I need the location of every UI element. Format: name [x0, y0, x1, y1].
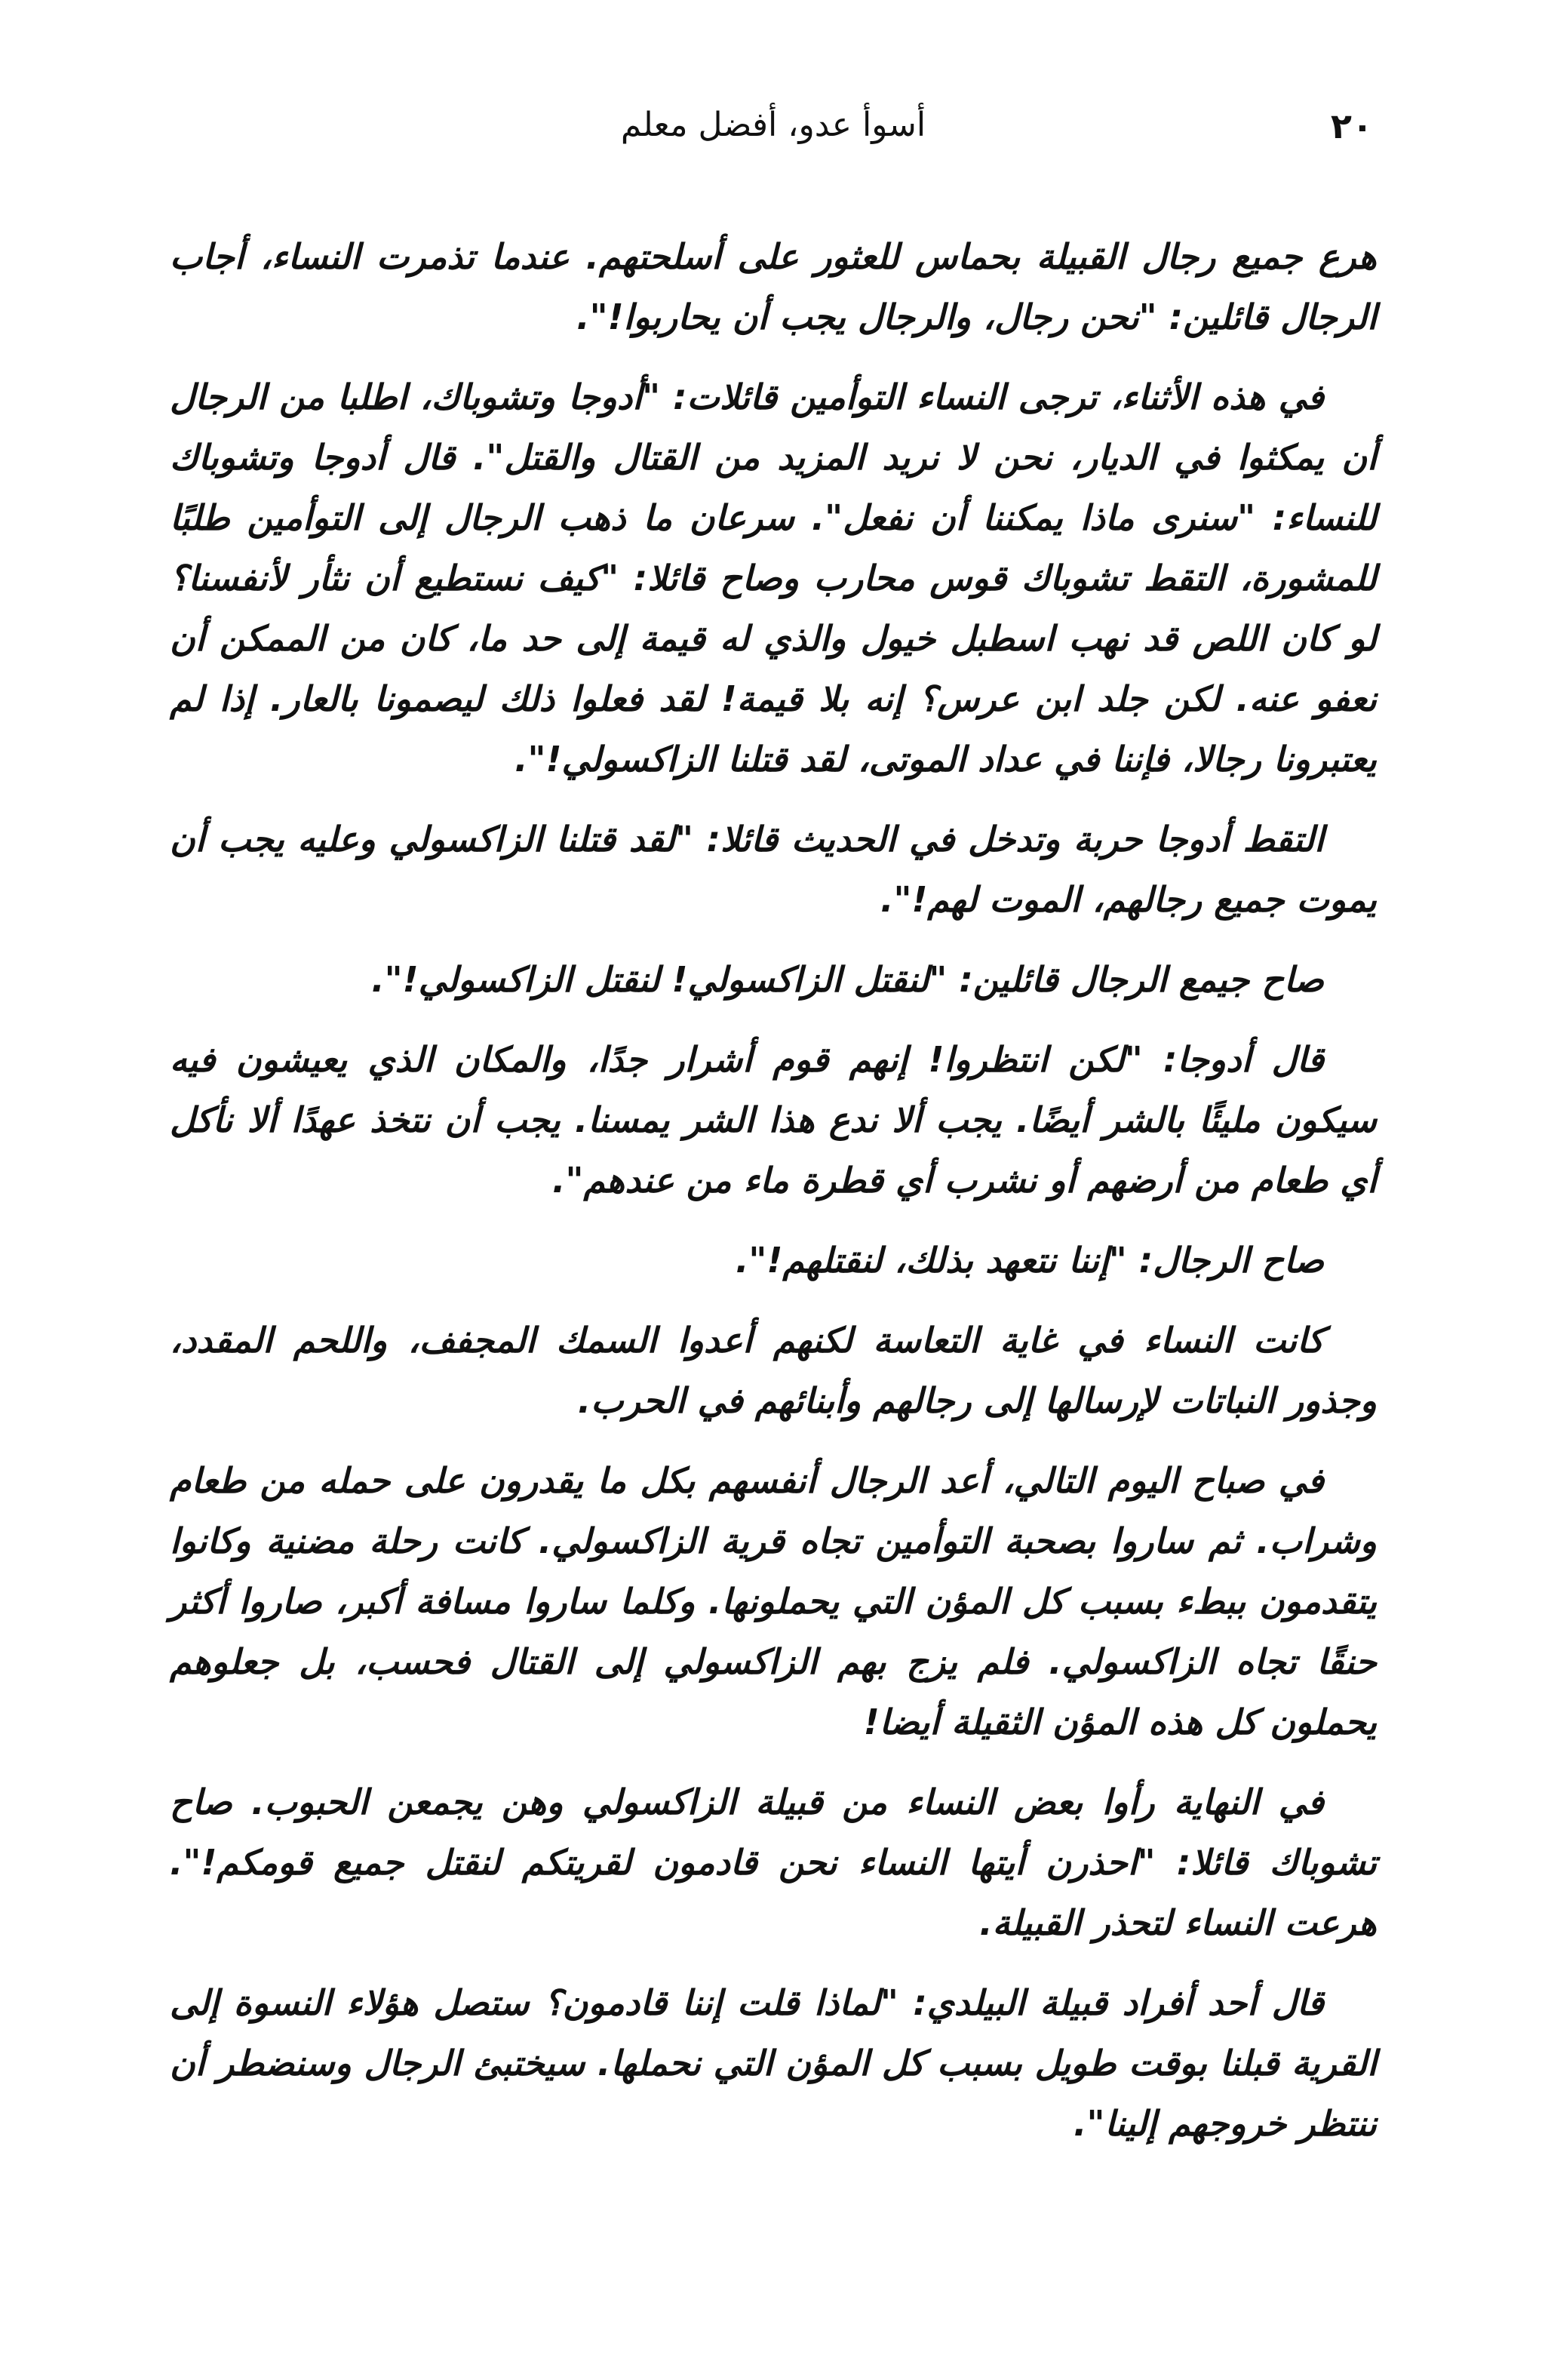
- paragraph: التقط أدوجا حربة وتدخل في الحديث قائلا: "لقد قتلنا الزاكسولي وعليه يجب أن يموت جميع رجالهم، الموت لهم!".: [170, 819, 1377, 920]
- paragraph: قال أدوجا: "لكن انتظروا! إنهم قوم أشرار جدًا، والمكان الذي يعيشون فيه سيكون مليئًا بالشر أيضًا. يجب ألا ندع هذا الشر يمسنا. يجب أن نتخذ عهدًا ألا نأكل أي طعام من أرضهم أو نشرب أي قطرة ماء من عندهم".: [170, 1039, 1377, 1201]
- paragraph: قال أحد أفراد قبيلة البيلدي: "لماذا قلت إننا قادمون؟ ستصل هؤلاء النسوة إلى القرية قبلنا بوقت طويل بسبب كل المؤن التي نحملها. سيختبئ الرجال وسنضطر أن ننتظر خروجهم إلينا".: [170, 1982, 1377, 2144]
- body-text: [170, 226, 1377, 2173]
- paragraph: صاح جيمع الرجال قائلين: "لنقتل الزاكسولي! لنقتل الزاكسولي!".: [371, 959, 1324, 1000]
- page-number: ٢٠: [1330, 106, 1373, 146]
- running-title: أسوأ عدو، أفضل معلم: [620, 106, 926, 144]
- paragraph: في صباح اليوم التالي، أعد الرجال أنفسهم بكل ما يقدرون على حمله من طعام وشراب. ثم ساروا بصحبة التوأمين تجاه قرية الزاكسولي. كانت رحلة مضنية وكانوا يتقدمون ببطء بسبب كل المؤن التي يحملونها. وكلما ساروا مسافة أكبر، صاروا أكثر حنقًا تجاه الزاكسولي. فلم يزج بهم الزاكسولي إلى القتال فحسب، بل جعلوهم يحملون كل هذه المؤن الثقيلة أيضا!: [170, 1460, 1377, 1742]
- paragraph: كانت النساء في غاية التعاسة لكنهم أعدوا السمك المجفف، واللحم المقدد، وجذور النباتات لإرسالها إلى رجالهم وأبنائهم في الحرب.: [170, 1320, 1377, 1421]
- paragraph: في هذه الأثناء، ترجى النساء التوأمين قائلات: "أدوجا وتشوباك، اطلبا من الرجال أن يمكثوا في الديار، نحن لا نريد المزيد من القتال والقتل". قال أدوجا وتشوباك للنساء: "سنرى ماذا يمكننا أن نفعل". سرعان ما ذهب الرجال إلى التوأمين طلبًا للمشورة، التقط تشوباك قوس محارب وصاح قائلا: "كيف نستطيع أن نثأر لأنفسنا؟ لو كان اللص قد نهب اسطبل خيول والذي له قيمة إلى حد ما، كان من الممكن أن نعفو عنه. لكن جلد ابن عرس؟ إنه بلا قيمة! لقد فعلوا ذلك ليصمونا بالعار. إذا لم يعتبرونا رجالا، فإننا في عداد الموتى، لقد قتلنا الزاكسولي!".: [170, 377, 1377, 779]
- paragraph: في النهاية رأوا بعض النساء من قبيلة الزاكسولي وهن يجمعن الحبوب. صاح تشوباك قائلا: "احذرن أيتها النساء نحن قادمون لقريتكم لنقتل جميع قومكم!". هرعت النساء لتحذر القبيلة.: [170, 1782, 1377, 1943]
- paragraph: هرع جميع رجال القبيلة بحماس للعثور على أسلحتهم. عندما تذمرت النساء، أجاب الرجال قائلين: "نحن رجال، والرجال يجب أن يحاربوا!".: [170, 236, 1377, 337]
- page-header: [174, 106, 1373, 166]
- paragraph: صاح الرجال: "إننا نتعهد بذلك، لنقتلهم!".: [735, 1240, 1324, 1281]
